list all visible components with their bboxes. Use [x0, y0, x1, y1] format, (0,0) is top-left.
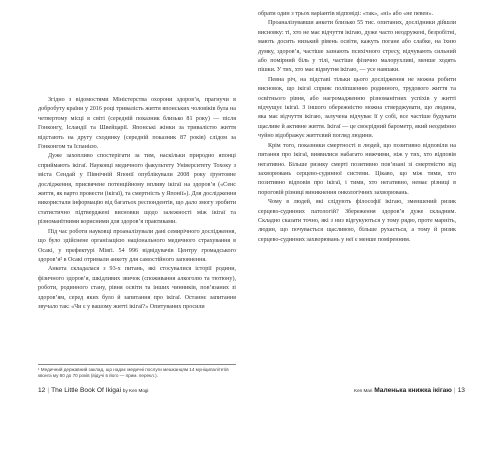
footnote: ¹ Медичний державний заклад, що надає медичні послуги мешканцям 14 муніципалітетів квонга му 80 до 70 років (відучі в його — прим. перекл.).: [38, 367, 229, 378]
paragraph: Певна річ, на підставі тільки цього дослідження не можна робити висновок, що ікігаї сприяє поліпшенню родинного, трудового життя та освітнього рівня, або нагромадженню різноманітних успіхів у житті відчущує ікігаї. З іншого обережністю можна стверджувати, що людина, яка має відчуття ікігаю, залучена відчуває її у собі, все частіше будувати щасливе й активне життя. Ікігаї — це своєрідний барометр, який неодмінно чуйно відображує життєвий погляд людини.: [258, 76, 456, 140]
right-page-footer: Ken Mari Маленька книжка ікігаю | 13: [354, 387, 465, 394]
paragraph: Крім того, показники смертності в людей, що позитивно відповіли на питання про ікігаї, виявилися набагато нижчими, ніж у тих, хто відповів негативно. Більше ризику смерті позитивно пов’язані зі смертністю від захворювань серцево-судинної системи. Цікаво, що між тими, хто позитивно відповів про ікігаї, і тими, хто негативно, немає різниці в пороговій різниці виникнення онкологічних захворювань.: [258, 142, 456, 196]
paragraph: Чому в людей, які слідують філософії ікігаю, зменшений ризик серцево-судинних патологій? Збереження здоров’я дуже складним. Складно сказати точно, які з низ відгукуються у тому рядю, проте марніть, людин, що почувається щасливою, більше рухається, а тому й ризик серцево-судинних захворювань у неї є менше поміренним.: [258, 199, 456, 243]
page-number: 12: [38, 387, 46, 394]
footnote-divider: [38, 364, 236, 365]
running-title: The Little Book Of Ikigai: [51, 387, 122, 394]
running-author: Ken Mari: [354, 388, 373, 393]
paragraph: Дуже захопливо спостерігати за тим, наскільки природно японці сприймають ікігаї. Науковці медичного факультету Університету Тохоку з міста Сендай у Північній Японії опублікували 2008 року ґрунтовне дослідження, присвячене потенційному впливу ікігаї на здоров’я («Сенс життя, як варто провести (ікігаї), та смертність у Японії»). Для дослідження використали інформацію від багатьох респондентів, що дало змогу зробити статистично підтверджені висновки щодо залежності між ікігаї та різноманітними корисними для здоров’я практиками.: [38, 153, 236, 226]
paragraph: Під час роботи науковці проаналізували дані семирічного дослідження, що було здійснене організацією національного медичного страхування в Осакі, у префектурі Міяґі. 54 996 відвідувачів Центру громадського здоров’я² в Осакі отримали анкету для самостійного заповнення.: [38, 228, 236, 263]
paragraph: Анкета складалася з 93-х питань, які стосувалися історії родини, фізичного здоров’я, шкідливих звичок (споживання алкоголю та тютюну), роботи, родинного стану, рівня освіти та інших чинників, пов’язаних зі здоров’ям, серед яких було й запитання про ікігаї. Останнє запитання звучало так: «Чи є у вашому житті ікігаї?» Опитуваних просили: [38, 266, 236, 310]
paragraph: обрати один з трьох варіантів відповіді: «так», «ні» або «не певен».: [258, 11, 434, 17]
right-page: [250, 0, 500, 450]
right-page-body: [258, 10, 456, 245]
left-page-body: [38, 96, 236, 312]
running-author: by Ken Mogi: [122, 388, 149, 393]
left-page-footer: 12 | The Little Book Of Ikigai by Ken Mogi: [38, 387, 149, 394]
page-number: 13: [457, 387, 465, 394]
running-title: Маленька книжка ікігаю: [374, 387, 452, 394]
paragraph: Згідно з відомостями Міністерства охорони здоров’я, прагнучи в добробуту країни у 2016 році тривалість життя японських чоловіків була на четвертому місці в світі (середній показник близько 81 року) — після Гонконгу, Ісландії та Швейцарії. Японські жінки за тривалістю життя відстають на другу сходинку (середній показник 87 років) слідом за Гонконгом та Іспанією.: [38, 97, 236, 151]
paragraph: Проаналізувавши анкети близько 55 тис. опитаних, дослідники дійшли висновку: ті, хто не має відчуття ікігаю, дуже часто неодружені, безробітні, мають досить низький рівень освіти, кажуть погане або слабке, на їхню думку, здоров’я, частіше зазнають психічного стресу, відчувають сильний або помірний біль у тілі, частіше фізично малорухливі, менше ходять пішки. У тих, хто має відмутня ікігаю, — усе навпаки.: [258, 20, 456, 74]
